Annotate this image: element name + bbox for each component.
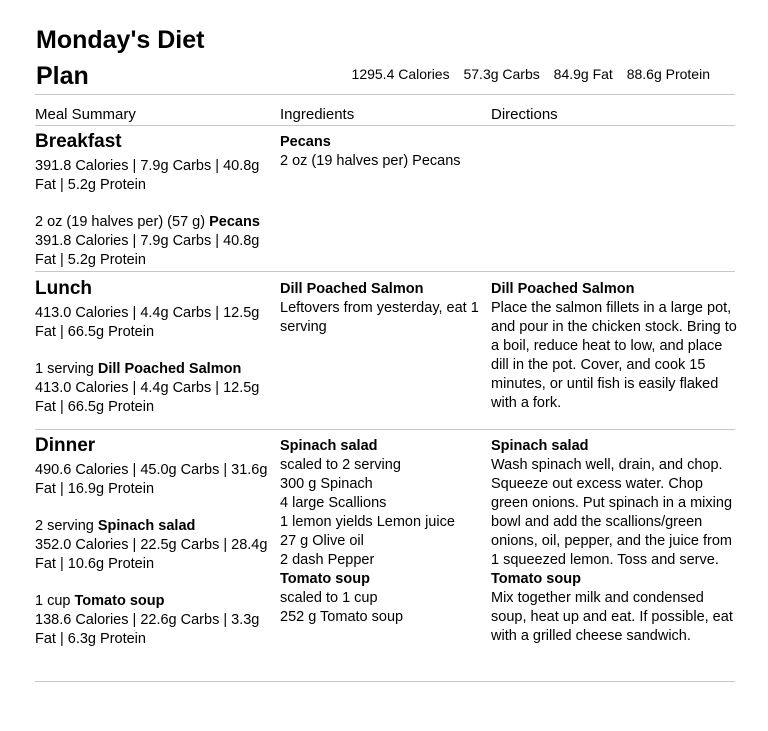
item-name: Spinach salad <box>97 518 196 534</box>
direction-text: Mix together milk and condensed soup, heat up and eat. If possible, eat with a grilled cheese sandwich. <box>491 590 733 644</box>
ingredient-line: 2 oz (19 halves per) Pecans <box>280 153 461 169</box>
direction-title: Dill Poached Salmon <box>491 281 635 297</box>
direction-title: Tomato soup <box>491 571 581 587</box>
total-protein: 88.6g Protein <box>626 66 710 82</box>
ingredient-line: 252 g Tomato soup <box>280 609 404 625</box>
header-ingredients: Ingredients <box>280 106 355 123</box>
title-line-2: Plan <box>36 62 89 90</box>
divider <box>35 429 735 430</box>
meal-totals: 490.6 Calories | 45.0g Carbs | 31.6g Fat | 16.9g Protein <box>35 462 268 497</box>
item-amount: 2 serving <box>35 518 94 534</box>
item-name: Tomato soup <box>74 593 165 609</box>
item-name: Pecans <box>209 214 260 230</box>
item-name: Dill Poached Salmon <box>97 361 242 377</box>
ingredient-line: scaled to 2 serving <box>280 457 401 473</box>
meal-name-dinner: Dinner <box>35 435 96 456</box>
meal-item <box>35 360 271 379</box>
meal-item <box>35 213 271 232</box>
daily-totals <box>342 66 710 82</box>
title-line-1: Monday's Diet <box>36 26 205 54</box>
item-stats: 413.0 Calories | 4.4g Carbs | 12.5g Fat | 66.5g Protein <box>35 380 260 415</box>
ingredient-group-name: Dill Poached Salmon <box>280 281 424 297</box>
item-stats: 391.8 Calories | 7.9g Carbs | 40.8g Fat | 5.2g Protein <box>35 233 260 268</box>
total-calories: 1295.4 Calories <box>351 66 450 82</box>
ingredient-group-name: Pecans <box>280 134 331 150</box>
total-carbs: 57.3g Carbs <box>463 66 540 82</box>
direction-text: Place the salmon fillets in a large pot, and pour in the chicken stock. Bring to a boil, reduce heat to low, and place dill in the pot. Cover, and cook 15 minutes, or until fish is easily flaked with a fork. <box>491 300 737 411</box>
lunch-directions-cell <box>491 280 741 413</box>
meal-item <box>35 517 271 536</box>
divider <box>35 125 735 126</box>
meal-totals: 413.0 Calories | 4.4g Carbs | 12.5g Fat | 66.5g Protein <box>35 305 260 340</box>
ingredient-group-name: Spinach salad <box>280 438 378 454</box>
lunch-ingredients-cell <box>280 280 480 337</box>
item-stats: 138.6 Calories | 22.6g Carbs | 3.3g Fat | 6.3g Protein <box>35 612 260 647</box>
page-title <box>36 22 204 94</box>
dinner-ingredients-cell <box>280 437 480 627</box>
ingredient-line: 27 g Olive oil <box>280 533 364 549</box>
divider <box>35 681 735 682</box>
dinner-directions-cell <box>491 437 741 646</box>
item-amount: 1 cup <box>35 593 71 609</box>
ingredient-group-name: Tomato soup <box>280 571 370 587</box>
ingredient-line: 1 lemon yields Lemon juice <box>280 514 455 530</box>
divider <box>35 94 735 95</box>
ingredient-line: 4 large Scallions <box>280 495 387 511</box>
item-stats: 352.0 Calories | 22.5g Carbs | 28.4g Fat | 10.6g Protein <box>35 537 268 572</box>
total-fat: 84.9g Fat <box>553 66 613 82</box>
divider <box>35 271 735 272</box>
item-amount: 2 oz (19 halves per) (57 g) <box>35 214 206 230</box>
meal-name-breakfast: Breakfast <box>35 131 122 152</box>
ingredient-line: scaled to 1 cup <box>280 590 378 606</box>
breakfast-ingredients-cell <box>280 133 480 171</box>
dinner-summary-cell <box>35 435 271 649</box>
meal-item <box>35 592 271 611</box>
ingredient-line: 2 dash Pepper <box>280 552 375 568</box>
direction-text: Wash spinach well, drain, and chop. Squeeze out excess water. Chop green onions. Put spinach in a mixing bowl and add the scallions/green onions, oil, pepper, and the juice from 1 squeezed lemon. Toss and serve. <box>491 457 733 568</box>
ingredient-line: 300 g Spinach <box>280 476 373 492</box>
header-directions: Directions <box>491 106 558 123</box>
meal-name-lunch: Lunch <box>35 278 92 299</box>
header-meal-summary: Meal Summary <box>35 106 136 123</box>
item-amount: 1 serving <box>35 361 94 377</box>
direction-title: Spinach salad <box>491 438 589 454</box>
breakfast-summary-cell <box>35 131 271 270</box>
lunch-summary-cell <box>35 278 271 417</box>
ingredient-line: Leftovers from yesterday, eat 1 serving <box>280 300 479 335</box>
meal-totals: 391.8 Calories | 7.9g Carbs | 40.8g Fat | 5.2g Protein <box>35 158 260 193</box>
